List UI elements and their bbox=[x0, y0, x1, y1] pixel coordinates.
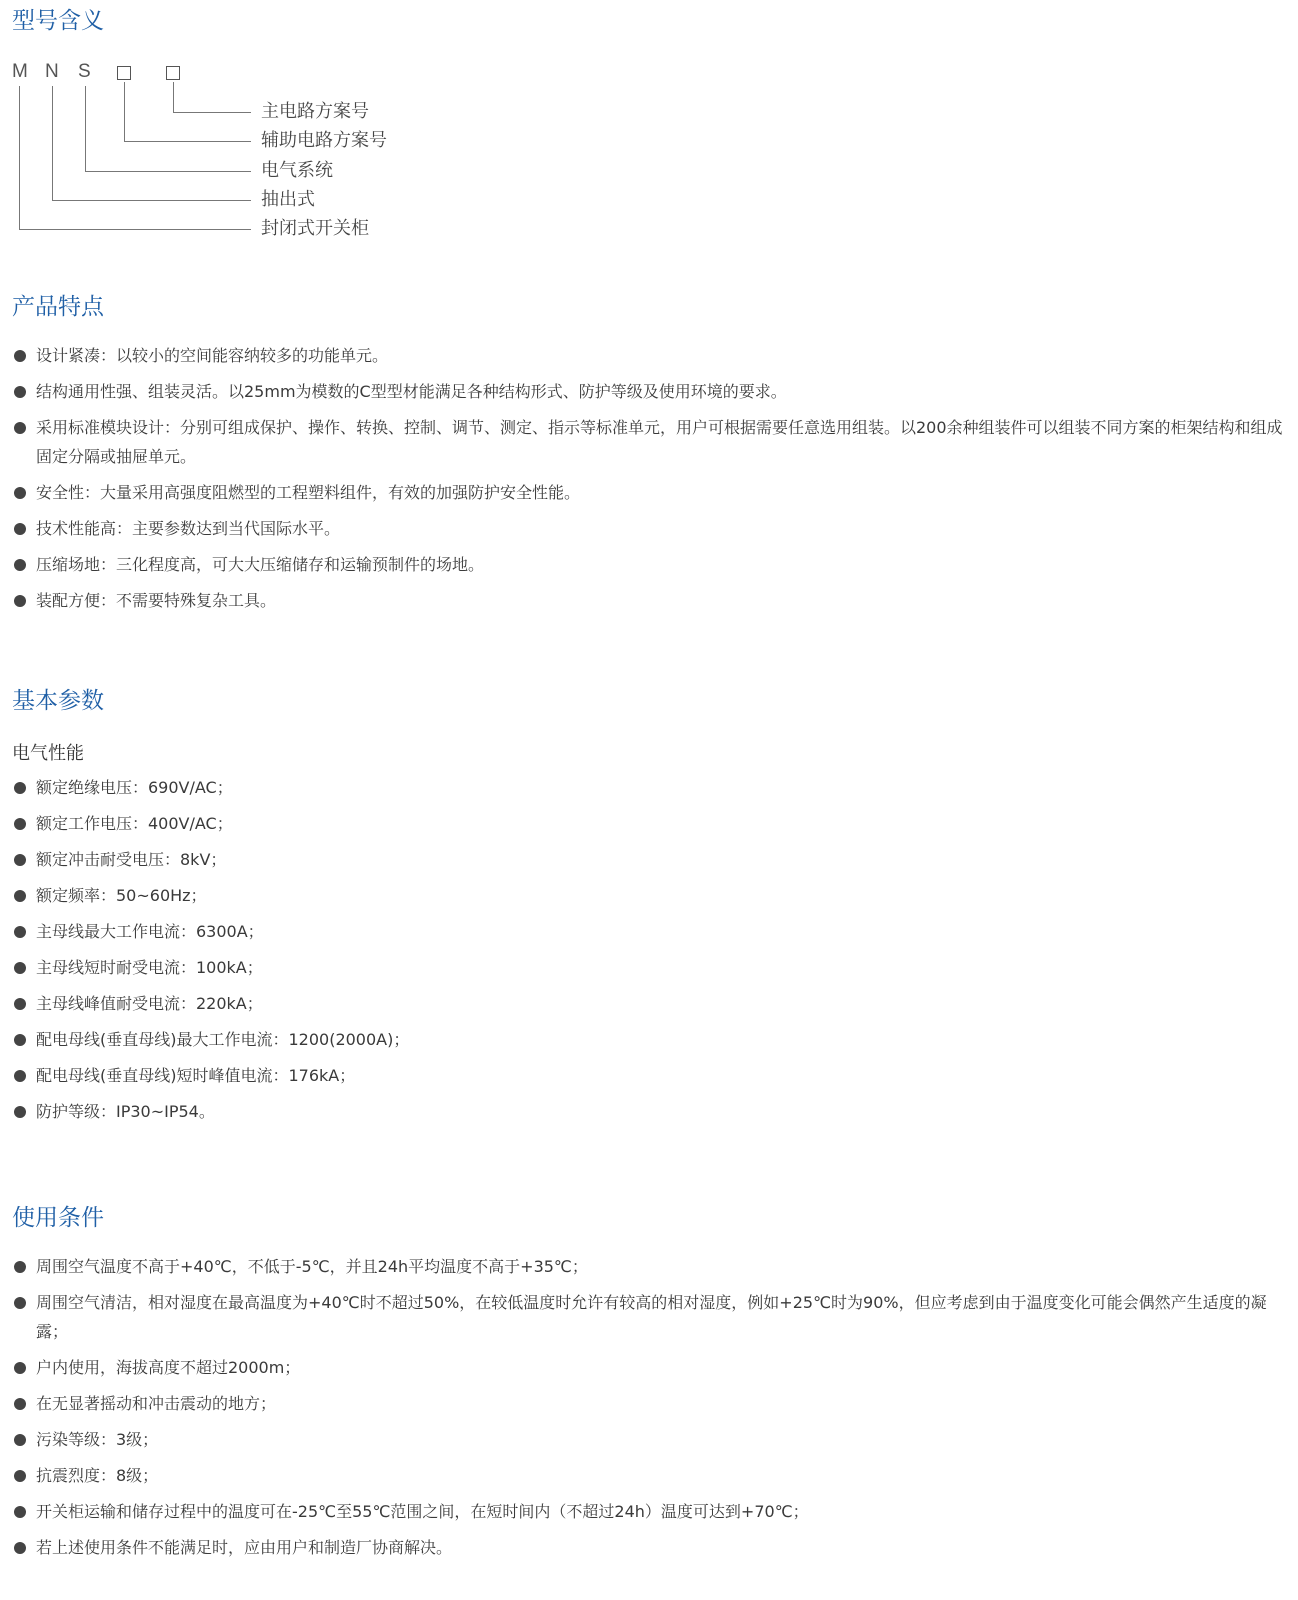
bullet-icon bbox=[14, 998, 26, 1010]
model-label-withdrawable: 抽出式 bbox=[261, 189, 315, 210]
hline-draw bbox=[52, 200, 251, 201]
list-item: 配电母线(垂直母线)最大工作电流：1200(2000A)； bbox=[14, 1025, 1284, 1054]
model-diagram bbox=[0, 0, 420, 260]
list-item: 额定绝缘电压：690V/AC； bbox=[14, 773, 1284, 802]
electrical-performance-subheading: 电气性能 bbox=[12, 743, 84, 764]
bullet-icon bbox=[14, 559, 26, 571]
list-item: 额定工作电压：400V/AC； bbox=[14, 809, 1284, 838]
bullet-icon bbox=[14, 422, 26, 434]
bullet-icon bbox=[14, 1070, 26, 1082]
model-box-1 bbox=[117, 66, 131, 80]
model-heading: 型号含义 bbox=[12, 8, 104, 34]
list-item: 周围空气温度不高于+40℃，不低于-5℃，并且24h平均温度不高于+35℃； bbox=[14, 1252, 1284, 1281]
basic-params-list bbox=[14, 773, 1284, 1133]
list-item: 压缩场地：三化程度高，可大大压缩储存和运输预制件的场地。 bbox=[14, 550, 1284, 579]
list-item: 额定冲击耐受电压：8kV； bbox=[14, 845, 1284, 874]
model-label-aux-circuit: 辅助电路方案号 bbox=[261, 130, 387, 151]
hline-aux bbox=[124, 141, 251, 142]
bullet-icon bbox=[14, 962, 26, 974]
connector-box-2 bbox=[173, 82, 174, 112]
features-heading: 产品特点 bbox=[12, 294, 104, 320]
basic-params-heading: 基本参数 bbox=[12, 688, 104, 714]
bullet-icon bbox=[14, 1297, 26, 1309]
bullet-icon bbox=[14, 1398, 26, 1410]
list-item: 主母线峰值耐受电流：220kA； bbox=[14, 989, 1284, 1018]
list-item: 主母线短时耐受电流：100kA； bbox=[14, 953, 1284, 982]
bullet-icon bbox=[14, 818, 26, 830]
bullet-icon bbox=[14, 890, 26, 902]
model-letter-m: M bbox=[12, 61, 28, 82]
bullet-icon bbox=[14, 1034, 26, 1046]
bullet-icon bbox=[14, 523, 26, 535]
list-item: 技术性能高：主要参数达到当代国际水平。 bbox=[14, 514, 1284, 543]
usage-conditions-list bbox=[14, 1252, 1284, 1569]
bullet-icon bbox=[14, 595, 26, 607]
model-label-electric-system: 电气系统 bbox=[261, 160, 333, 181]
list-item: 结构通用性强、组装灵活。以25mm为模数的C型型材能满足各种结构形式、防护等级及使用环境的要求。 bbox=[14, 377, 1284, 406]
list-item: 周围空气清洁，相对湿度在最高温度为+40℃时不超过50%，在较低温度时允许有较高的相对湿度，例如+25℃时为90%，但应考虑到由于温度变化可能会偶然产生适度的凝露； bbox=[14, 1288, 1284, 1346]
bullet-icon bbox=[14, 1470, 26, 1482]
bullet-icon bbox=[14, 386, 26, 398]
bullet-icon bbox=[14, 1261, 26, 1273]
list-item: 装配方便：不需要特殊复杂工具。 bbox=[14, 586, 1284, 615]
usage-conditions-heading: 使用条件 bbox=[12, 1205, 104, 1231]
list-item: 额定频率：50~60Hz； bbox=[14, 881, 1284, 910]
bullet-icon bbox=[14, 782, 26, 794]
model-label-enclosed-switchgear: 封闭式开关柜 bbox=[261, 218, 369, 239]
list-item: 防护等级：IP30~IP54。 bbox=[14, 1097, 1284, 1126]
list-item: 主母线最大工作电流：6300A； bbox=[14, 917, 1284, 946]
features-list bbox=[14, 341, 1284, 622]
connector-box-1 bbox=[124, 82, 125, 141]
list-item: 若上述使用条件不能满足时，应由用户和制造厂协商解决。 bbox=[14, 1533, 1284, 1562]
bullet-icon bbox=[14, 1106, 26, 1118]
connector-m bbox=[19, 86, 20, 229]
model-label-main-circuit: 主电路方案号 bbox=[261, 101, 369, 122]
list-item: 抗震烈度：8级； bbox=[14, 1461, 1284, 1490]
list-item: 设计紧凑：以较小的空间能容纳较多的功能单元。 bbox=[14, 341, 1284, 370]
model-letter-n: N bbox=[45, 61, 59, 82]
model-letter-s: S bbox=[78, 61, 91, 82]
list-item: 安全性：大量采用高强度阻燃型的工程塑料组件，有效的加强防护安全性能。 bbox=[14, 478, 1284, 507]
bullet-icon bbox=[14, 854, 26, 866]
hline-electric bbox=[85, 171, 251, 172]
connector-n bbox=[52, 86, 53, 200]
bullet-icon bbox=[14, 487, 26, 499]
list-item: 户内使用，海拔高度不超过2000m； bbox=[14, 1353, 1284, 1382]
bullet-icon bbox=[14, 1506, 26, 1518]
bullet-icon bbox=[14, 1434, 26, 1446]
model-box-2 bbox=[166, 66, 180, 80]
list-item: 采用标准模块设计：分别可组成保护、操作、转换、控制、调节、测定、指示等标准单元，用户可根据需要任意选用组装。以200余种组装件可以组装不同方案的柜架结构和组成固定分隔或抽屉单元。 bbox=[14, 413, 1284, 471]
list-item: 配电母线(垂直母线)短时峰值电流：176kA； bbox=[14, 1061, 1284, 1090]
bullet-icon bbox=[14, 926, 26, 938]
list-item: 污染等级：3级； bbox=[14, 1425, 1284, 1454]
bullet-icon bbox=[14, 1362, 26, 1374]
bullet-icon bbox=[14, 350, 26, 362]
list-item: 开关柜运输和储存过程中的温度可在-25℃至55℃范围之间，在短时间内（不超过24h）温度可达到+70℃； bbox=[14, 1497, 1284, 1526]
bullet-icon bbox=[14, 1542, 26, 1554]
list-item: 在无显著摇动和冲击震动的地方； bbox=[14, 1389, 1284, 1418]
hline-main bbox=[173, 112, 251, 113]
hline-enclosed bbox=[19, 229, 251, 230]
connector-s bbox=[85, 86, 86, 171]
